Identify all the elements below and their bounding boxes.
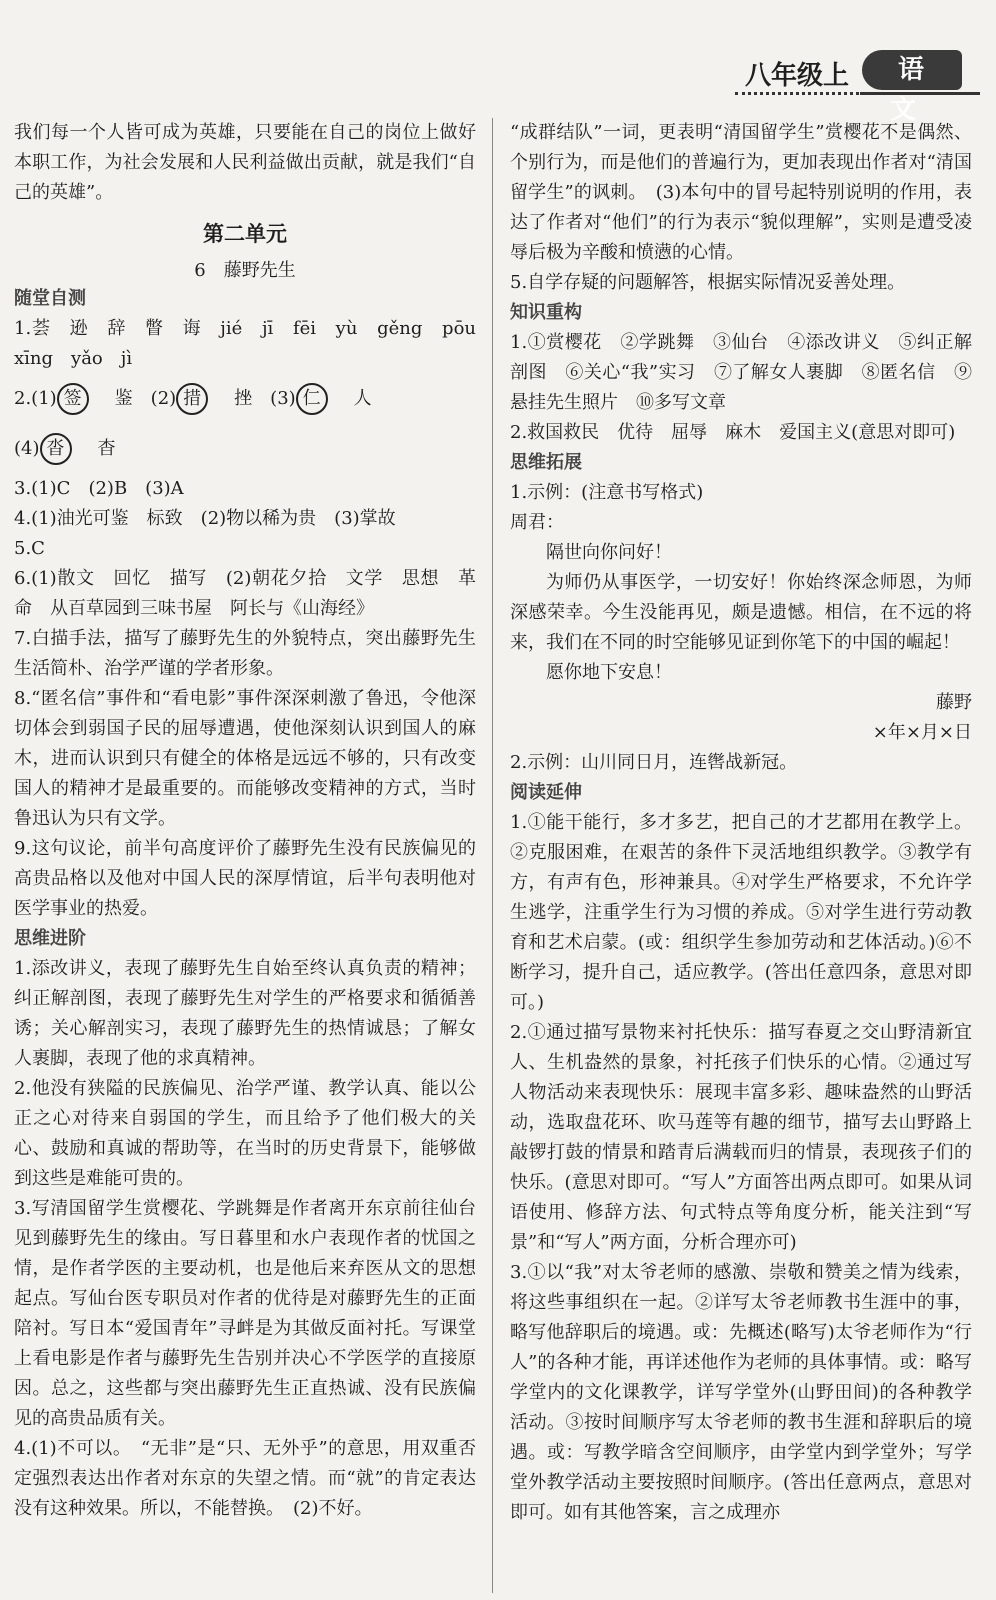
circled-char: 措 xyxy=(176,383,208,415)
column-divider xyxy=(492,118,493,1593)
answer-item: 4.(1)油光可鉴 标致 (2)物以稀为贵 (3)掌故 xyxy=(14,508,396,529)
q2-text: 鉴 (2) xyxy=(114,388,177,409)
answer-item: 5.C xyxy=(14,538,45,559)
section-heading: 思维拓展 xyxy=(510,452,582,473)
section-heading: 阅读延伸 xyxy=(510,782,582,803)
answer-item: 7.白描手法，描写了藤野先生的外貌特点，突出藤野先生生活简朴、治学严谨的学者形象。 xyxy=(14,628,476,679)
answer-item: 1.荟 逊 辞 瞥 诲 jié jī fēi yù gěng pōu xīng yǎo jì xyxy=(14,318,476,369)
letter-wish: 愿你地下安息！ xyxy=(546,662,672,683)
grade-label: 八年级上 xyxy=(745,61,850,91)
q2-prefix: (4) xyxy=(14,438,40,459)
right-column xyxy=(510,118,972,1528)
answer-item: 8.“匿名信”事件和“看电影”事件深深刺激了鲁迅，令他深切体会到弱国子民的屈辱遭遇，使他深刻认识到国人的麻木，进而认识到只有健全的体格是远远不够的，只有改变国人的精神才是最重要的。而能够改变精神的方式，当时鲁迅认为只有文学。 xyxy=(14,688,476,829)
letter-signature: 藤野 xyxy=(936,692,972,713)
answer-item: 6.(1)散文 回忆 描写 (2)朝花夕拾 文学 思想 革命 从百草园到三味书屋 阿长与《山海经》 xyxy=(14,568,476,619)
unit-title: 第二单元 xyxy=(203,222,287,246)
answer-item: 3.①以“我”对太爷老师的感激、崇敬和赞美之情为线索，将这些事组织在一起。②详写太爷老师教书生涯中的事，略写他辞职后的境遇。或：先概述(略写)太爷老师作为“行人”的各种才能，再详述他作为老师的具体事情。或：略写学堂内的文化课教学，详写学堂外(山野田间)的各种教学活动。③按时间顺序写太爷老师的教书生涯和辞职后的境遇。或：写教学暗含空间顺序，由学堂内到学堂外；写学堂外教学活动主要按照时间顺序。(答出任意两点，意思对即可。如有其他答案，言之成理亦 xyxy=(510,1262,972,1523)
answer-item: 4.(1)不可以。 “无非”是“只、无外乎”的意思，用双重否定强烈表达出作者对东京的失望之情。而“就”的肯定表达没有这种效果。所以，不能替换。 (2)不好。 xyxy=(14,1438,476,1519)
header-rule-dotted xyxy=(735,92,865,95)
page-header xyxy=(0,0,996,125)
answer-item: 9.这句议论，前半句高度评价了藤野先生没有民族偏见的高贵品格以及他对中国人民的深厚情谊，后半句表明他对医学事业的热爱。 xyxy=(14,838,476,919)
section-heading: 思维进阶 xyxy=(14,928,86,949)
answer-item: 2.示例：山川同日月，连辔战新冠。 xyxy=(510,752,798,773)
q2-prefix: 2.(1) xyxy=(14,388,57,409)
answer-item xyxy=(14,424,476,474)
answer-item: “成群结队”一词，更表明“清国留学生”赏樱花不是偶然、个别行为，而是他们的普遍行为，更加表现出作者对“清国留学生”的讽刺。 (3)本句中的冒号起特别说明的作用，表达了作者对“他们”的行为表示“貌似理解”，实则是遭受凌辱后极为辛酸和愤懑的心情。 xyxy=(510,122,972,263)
answer-item: 1.添改讲义，表现了藤野先生自始至终认真负责的精神；纠正解剖图，表现了藤野先生对学生的严格要求和循循善诱；关心解剖实习，表现了藤野先生的热情诚恳；了解女人裹脚，表现了他的求真精神。 xyxy=(14,958,476,1069)
subject-tab: 语 文 xyxy=(862,50,962,90)
answer-item: 1.示例：(注意书写格式) xyxy=(510,482,704,503)
left-column xyxy=(14,118,476,1524)
lesson-title: 6 藤野先生 xyxy=(194,260,296,281)
answer-item: 5.自学存疑的问题解答，根据实际情况妥善处理。 xyxy=(510,272,906,293)
section-heading: 随堂自测 xyxy=(14,288,86,309)
q2-text: 挫 (3) xyxy=(234,388,296,409)
circled-char: 沓 xyxy=(40,433,72,465)
q2-text: 杳 xyxy=(97,438,116,459)
answer-item: 3.(1)C (2)B (3)A xyxy=(14,478,184,499)
answer-item: 1.①能干能行，多才多艺，把自己的才艺都用在教学上。②克服困难，在艰苦的条件下灵活地组织教学。③教学有方，有声有色，形神兼具。④对学生严格要求，不允许学生逃学，注重学生行为习惯的养成。⑤对学生进行劳动教育和艺术启蒙。(或：组织学生参加劳动和艺体活动。)⑥不断学习，提升自己，适应教学。(答出任意四条，意思对即可。) xyxy=(510,812,972,1013)
answer-item: 3.写清国留学生赏樱花、学跳舞是作者离开东京前往仙台见到藤野先生的缘由。写日暮里和水户表现作者的忧国之情，是作者学医的主要动机，也是他后来弃医从文的思想起点。写仙台医专职员对作者的优待是对藤野先生的正面陪衬。写日本“爱国青年”寻衅是为其做反面衬托。写课堂上看电影是作者与藤野先生告别并决心不学医学的直接原因。总之，这些都与突出藤野先生正直热诚、没有民族偏见的高贵品质有关。 xyxy=(14,1198,476,1429)
section-heading: 知识重构 xyxy=(510,302,582,323)
answer-item: 2.①通过描写景物来衬托快乐：描写春夏之交山野清新宜人、生机盎然的景象，衬托孩子们快乐的心情。②通过写人物活动来表现快乐：展现丰富多彩、趣味盎然的山野活动，选取盘花环、吹马莲等有趣的细节，描写去山野路上敲锣打鼓的情景和踏青后满载而归的情景，表现孩子们的快乐。(意思对即可。“写人”方面答出两点即可。如果从词语使用、修辞方法、句式特点等角度分析，能关注到“写景”和“写人”两方面，分析合理亦可) xyxy=(510,1022,972,1253)
letter-body: 为师仍从事医学，一切安好！你始终深念师恩，为师深感荣幸。今生没能再见，颇是遗憾。相信，在不远的将来，我们在不同的时空能够见证到你笔下的中国的崛起！ xyxy=(510,572,972,653)
letter-date: ×年×月×日 xyxy=(872,722,972,743)
answer-item xyxy=(14,374,476,424)
answer-item: 2.他没有狭隘的民族偏见、治学严谨、教学认真、能以公正之心对待来自弱国的学生，而且给予了他们极大的关心、鼓励和真诚的帮助等，在当时的历史背景下，能够做到这些是难能可贵的。 xyxy=(14,1078,476,1189)
circled-char: 签 xyxy=(57,383,89,415)
letter-greeting: 隔世向你问好！ xyxy=(546,542,672,563)
answer-item: 2.救国救民 优待 屈辱 麻木 爱国主义(意思对即可) xyxy=(510,422,956,443)
q2-text: 人 xyxy=(353,388,372,409)
letter-salutation: 周君： xyxy=(510,512,564,533)
answer-item: 1.①赏樱花 ②学跳舞 ③仙台 ④添改讲义 ⑤纠正解剖图 ⑥关心“我”实习 ⑦了解女人裹脚 ⑧匿名信 ⑨悬挂先生照片 ⑩多写文章 xyxy=(510,332,972,413)
intro-paragraph: 我们每一个人皆可成为英雄，只要能在自己的岗位上做好本职工作，为社会发展和人民利益做出贡献，就是我们“自己的英雄”。 xyxy=(14,122,476,203)
circled-char: 仁 xyxy=(296,383,328,415)
